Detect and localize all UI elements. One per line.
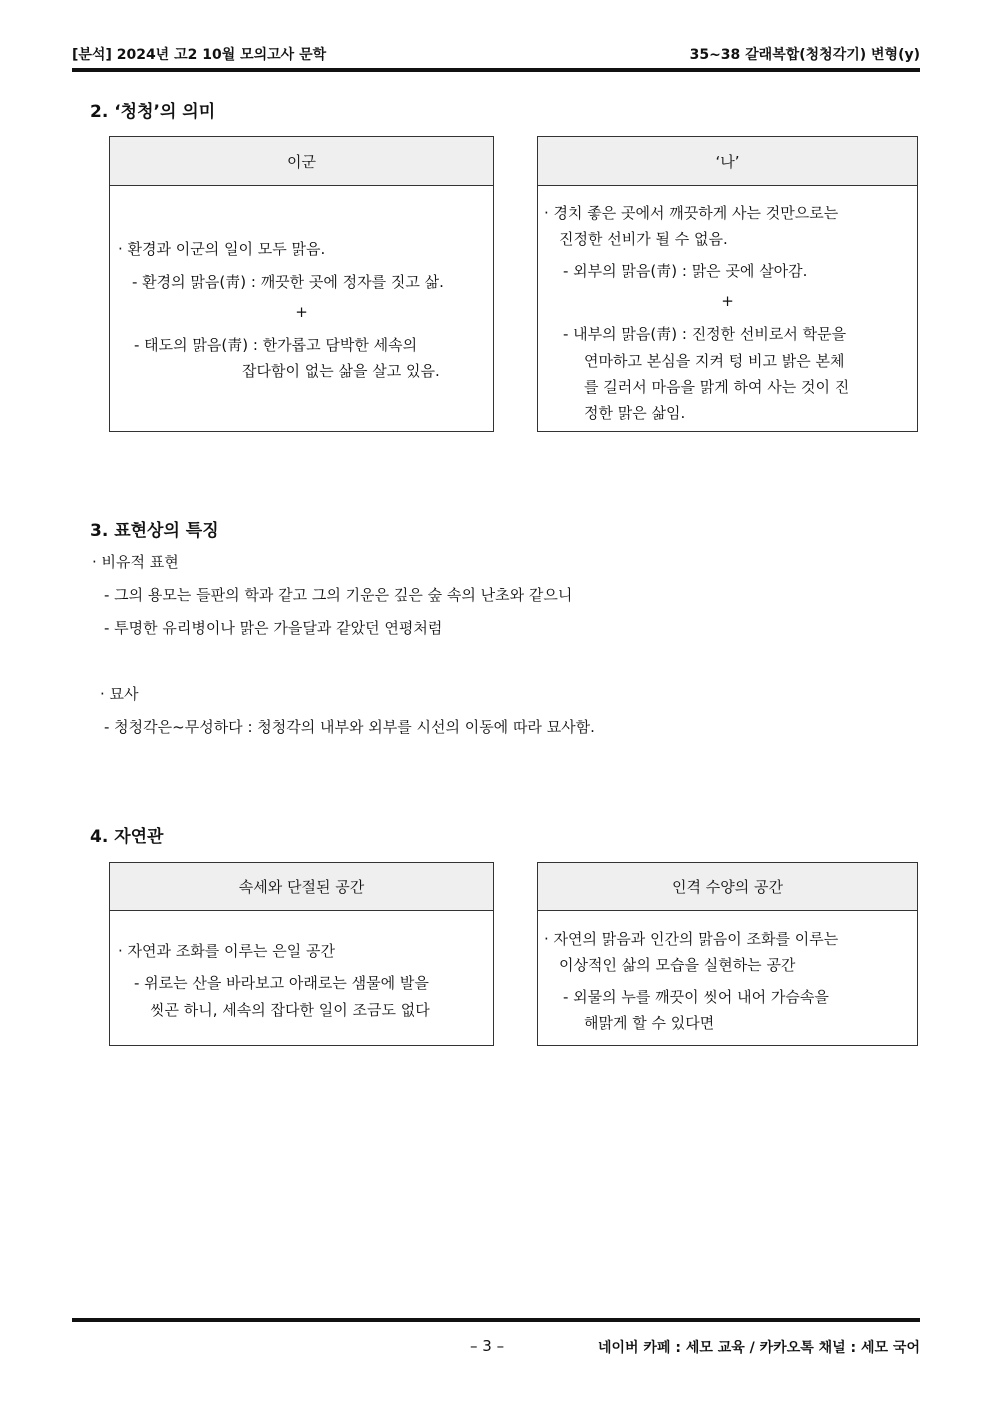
section2-right-line: 를 길러서 마음을 맑게 하여 사는 것이 진 xyxy=(584,378,850,396)
footer-rule xyxy=(72,1318,920,1322)
section2-left-line: - 환경의 맑음(靑) : 깨끗한 곳에 정자를 짓고 삶. xyxy=(132,273,444,291)
section2-right-line: · 경치 좋은 곳에서 깨끗하게 사는 것만으로는 xyxy=(544,204,839,222)
section4-left-line: · 자연과 조화를 이루는 은일 공간 xyxy=(118,942,335,960)
section4-title: 4. 자연관 xyxy=(90,827,164,847)
section2-left-line: · 환경과 이군의 일이 모두 맑음. xyxy=(118,240,326,258)
section4-right-line: · 자연의 맑음과 인간의 맑음이 조화를 이루는 xyxy=(544,930,839,948)
footer-credit: 네이버 카페 : 세모 교육 / 카카오톡 채널 : 세모 국어 xyxy=(597,1340,920,1356)
section4-left-heading: 속세와 단절된 공간 xyxy=(110,863,493,911)
section2-right-line: 연마하고 본심을 지켜 텅 비고 밝은 본체 xyxy=(584,352,845,370)
section4-right-heading: 인격 수양의 공간 xyxy=(538,863,917,911)
section2-right-heading: ‘나’ xyxy=(538,137,917,186)
section2-left-line: - 태도의 맑음(靑) : 한가롭고 담박한 세속의 xyxy=(134,336,418,354)
page-number: – 3 – xyxy=(470,1337,505,1355)
section2-right-plus: + xyxy=(721,292,734,310)
section3-line: · 묘사 xyxy=(100,685,139,703)
section4-left-line: - 위로는 산을 바라보고 아래로는 샘물에 발을 xyxy=(134,974,429,992)
section2-left-plus: + xyxy=(295,303,308,321)
section3-line: - 투명한 유리병이나 맑은 가을달과 같았던 연평처럼 xyxy=(104,619,443,637)
header-rule xyxy=(72,68,920,72)
section2-left-heading: 이군 xyxy=(110,137,493,186)
section4-right-line: - 외물의 누를 깨끗이 씻어 내어 가슴속을 xyxy=(563,988,829,1006)
header-subtitle: 35~38 갈래복합(청청각기) 변형(y) xyxy=(689,47,920,63)
section2-right-line: 정한 맑은 삶임. xyxy=(584,404,686,422)
section4-left-box xyxy=(109,862,494,1046)
section2-left-line: 잡다함이 없는 삶을 살고 있음. xyxy=(242,362,440,380)
section3-line: - 그의 용모는 들판의 학과 같고 그의 기운은 깊은 숲 속의 난초와 같으니 xyxy=(104,586,573,604)
section2-right-box xyxy=(537,136,918,432)
section3-title: 3. 표현상의 특징 xyxy=(90,521,219,541)
section2-right-line: - 내부의 맑음(靑) : 진정한 선비로서 학문을 xyxy=(563,325,847,343)
section3-line: - 청청각은~무성하다 : 청청각의 내부와 외부를 시선의 이동에 따라 묘사함. xyxy=(104,718,595,736)
section3-line: · 비유적 표현 xyxy=(92,553,179,571)
section2-right-line: - 외부의 맑음(靑) : 맑은 곳에 살아감. xyxy=(563,262,808,280)
section4-right-box xyxy=(537,862,918,1046)
header-title: [분석] 2024년 고2 10월 모의고사 문학 xyxy=(72,47,327,63)
section4-left-line: 씻곤 하니, 세속의 잡다한 일이 조금도 없다 xyxy=(150,1001,430,1019)
section4-right-line: 이상적인 삶의 모습을 실현하는 공간 xyxy=(559,956,796,974)
section4-right-line: 해맑게 할 수 있다면 xyxy=(584,1014,715,1032)
section2-left-box xyxy=(109,136,494,432)
section2-right-line: 진정한 선비가 될 수 없음. xyxy=(559,230,728,248)
section2-title: 2. ‘청청’의 의미 xyxy=(90,102,216,122)
